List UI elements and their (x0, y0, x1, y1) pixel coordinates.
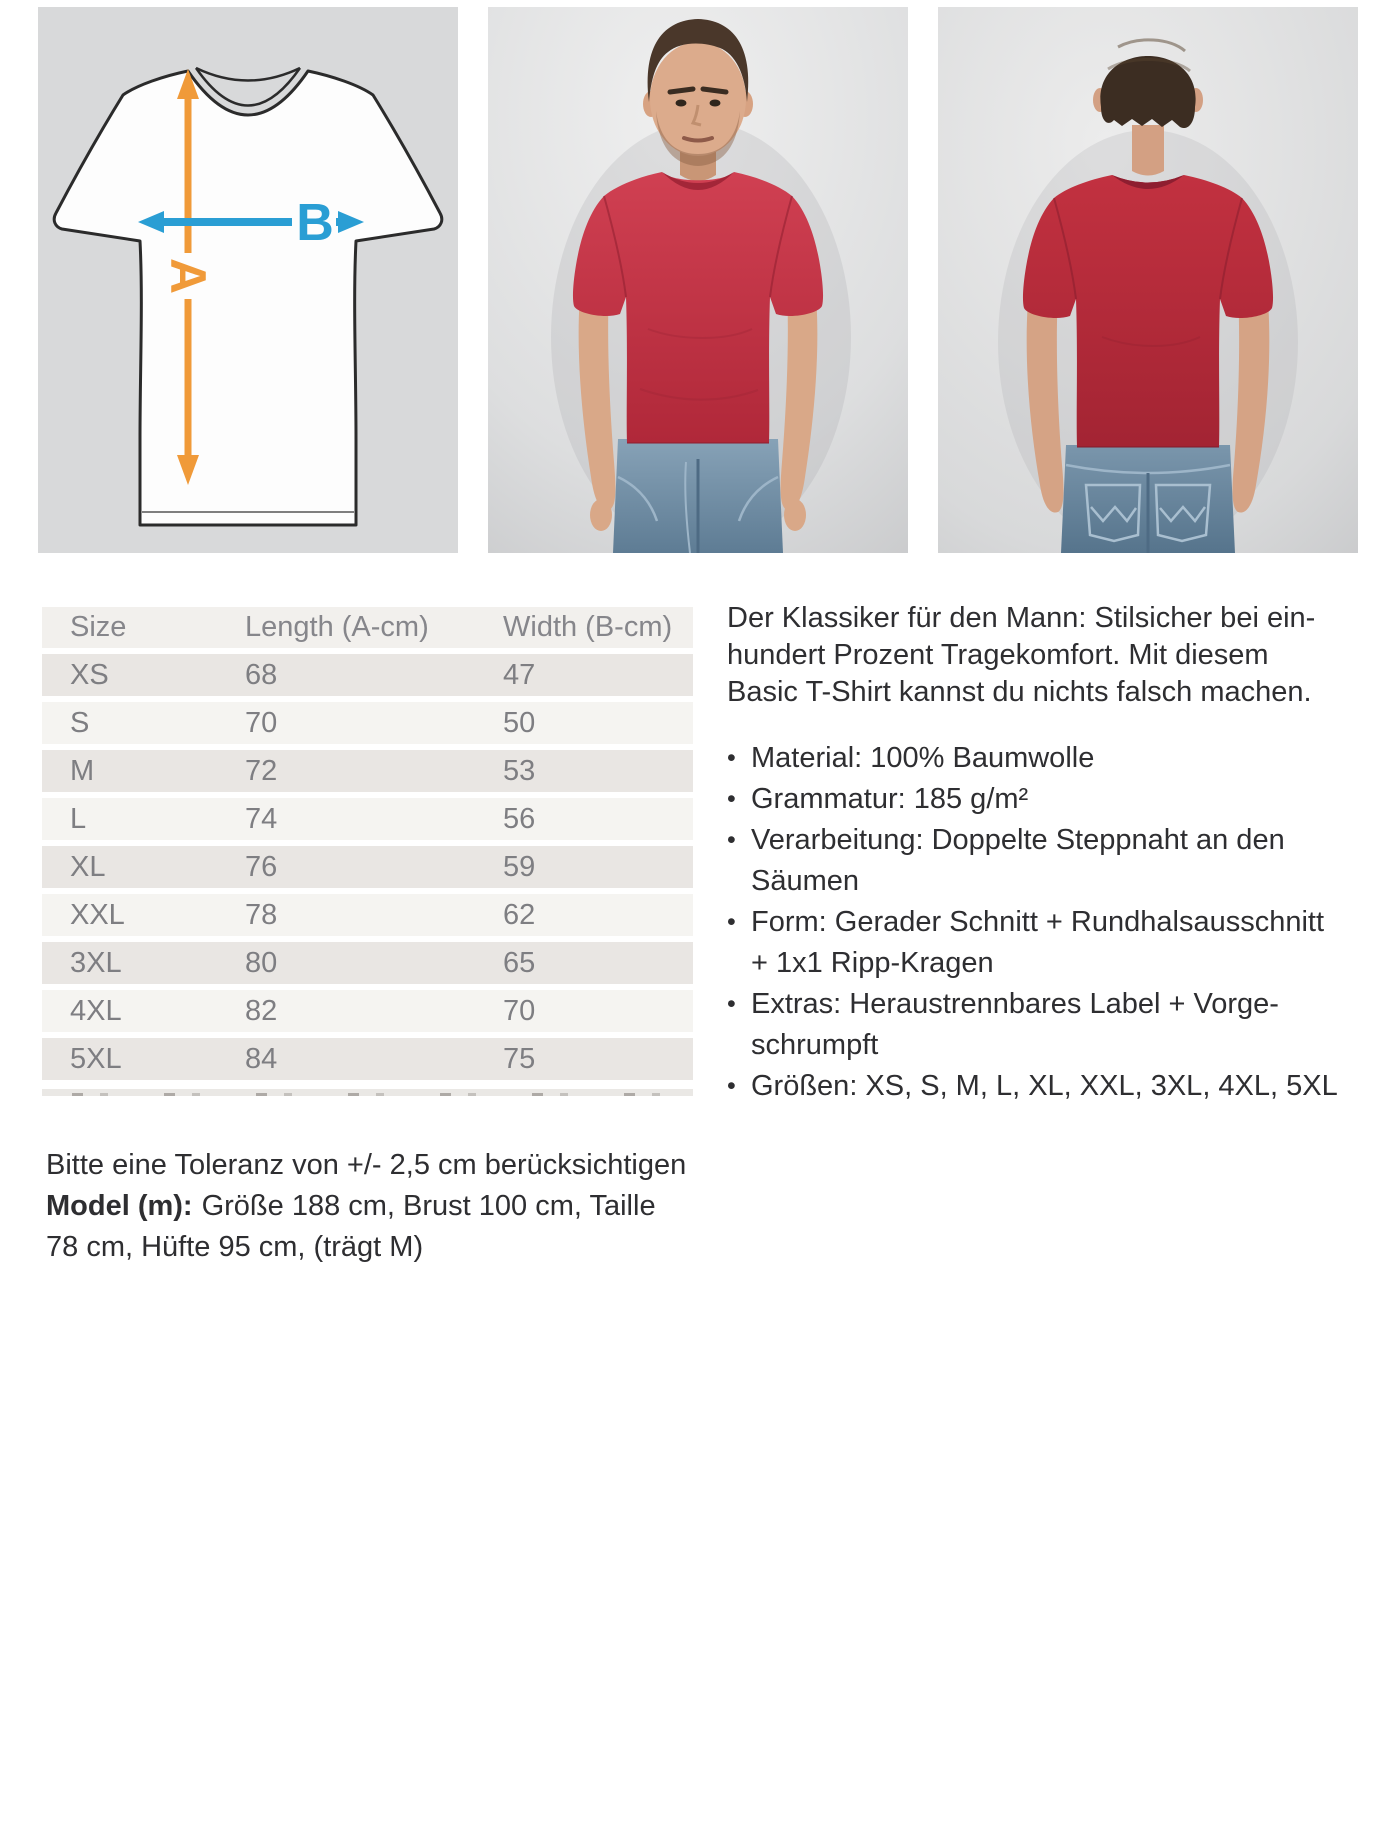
table-row: M 72 53 (42, 750, 693, 792)
bullet-icon: • (727, 826, 736, 854)
table-cutoff-row (42, 1089, 693, 1096)
label-a: A (160, 257, 216, 295)
list-item: • Material: 100% Baumwolle (727, 738, 1399, 779)
col-header-size: Size (70, 611, 127, 643)
size-table-header (42, 607, 693, 648)
bullet-icon: • (727, 1072, 736, 1100)
table-row: L 74 56 (42, 798, 693, 840)
table-row: XXL 78 62 (42, 894, 693, 936)
bullet-icon: • (727, 908, 736, 936)
label-b: B (296, 194, 334, 252)
tshirt-measure-diagram (38, 7, 458, 553)
model-measurements: Model (m): Größe 188 cm, Brust 100 cm, Taille (46, 1190, 656, 1222)
col-header-width: Width (B-cm) (503, 611, 673, 643)
collar-back-line (196, 68, 300, 81)
model-front-photo (488, 7, 908, 553)
list-item: • Größen: XS, S, M, L, XL, XXL, 3XL, 4XL, 5XL (727, 1066, 1399, 1107)
list-item: • Form: Gerader Schnitt + Rundhalsausschnitt + 1x1 Ripp-Kragen (727, 902, 1399, 984)
list-item: • Grammatur: 185 g/m² (727, 779, 1399, 820)
feature-list (727, 738, 1399, 1107)
table-row: XS 68 47 (42, 654, 693, 696)
bullet-icon: • (727, 990, 736, 1018)
tolerance-note: Bitte eine Toleranz von +/- 2,5 cm berücksichtigen (46, 1149, 687, 1181)
model-label: Model (m): (46, 1190, 193, 1222)
model-measurements-line2: 78 cm, Hüfte 95 cm, (trägt M) (46, 1231, 424, 1263)
model-back-photo (938, 7, 1358, 553)
tshirt-outline (54, 71, 442, 525)
measurement-notes (46, 1145, 686, 1268)
bullet-icon: • (727, 744, 736, 772)
size-table (42, 607, 693, 1086)
bullet-icon: • (727, 785, 736, 813)
description-intro: Der Klassiker für den Mann: Stilsicher bei ein- hundert Prozent Tragekomfort. Mit diesem Basic T-Shirt kannst du nichts falsch machen. (727, 602, 1316, 708)
table-row: 3XL 80 65 (42, 942, 693, 984)
model-front-illustration (488, 7, 908, 553)
col-header-length: Length (A-cm) (245, 611, 429, 643)
product-description (727, 600, 1399, 1107)
table-row: XL 76 59 (42, 846, 693, 888)
list-item: • Verarbeitung: Doppelte Steppnaht an den Säumen (727, 820, 1399, 902)
size-diagram-image (38, 7, 458, 553)
model-back-illustration (938, 7, 1358, 553)
table-row: 4XL 82 70 (42, 990, 693, 1032)
table-row: 5XL 84 75 (42, 1038, 693, 1080)
table-row: S 70 50 (42, 702, 693, 744)
list-item: • Extras: Heraustrennbares Label + Vorge- schrumpft (727, 984, 1399, 1066)
